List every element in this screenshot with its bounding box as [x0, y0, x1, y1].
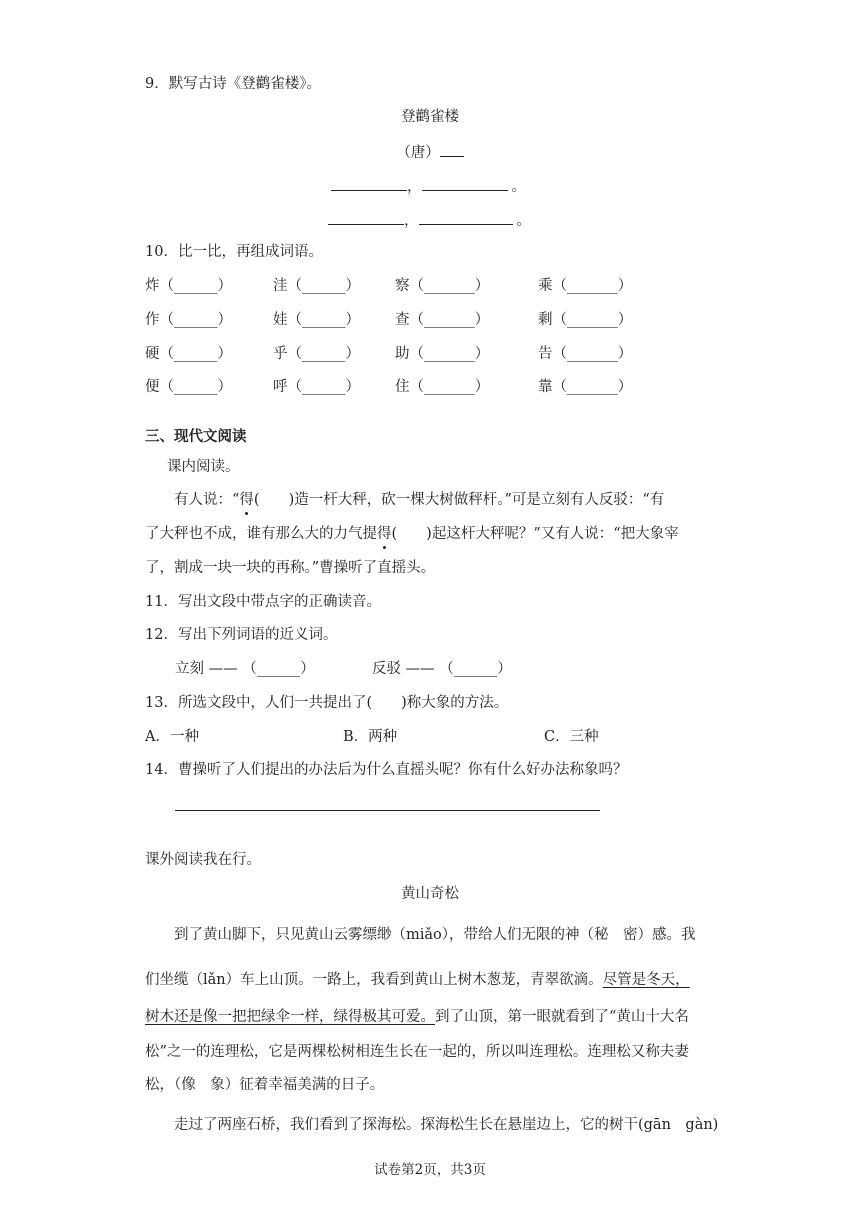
passage-text: ( )造一杆大秤，砍一棵大树做秤杆。”可是立刻有人反驳：“有 [253, 492, 665, 508]
q10-cell[interactable]: 靠（_______） [538, 379, 633, 395]
passage-line-3: 了，割成一块一块的再称。”曹操听了直摇头。 [145, 560, 436, 576]
poem-end-2: 。 [516, 213, 531, 229]
section3-sub: 课内阅读。 [167, 459, 240, 475]
extra-line-2 [145, 970, 690, 990]
passage-text: 了大秤也不成，谁有那么大的力气提 [145, 526, 377, 542]
underlined-sentence: 尽管是冬天， [602, 972, 690, 988]
q13-option-c[interactable]: C．三种 [544, 729, 599, 745]
q10-cell[interactable]: 呼（______） [273, 379, 360, 395]
extra-sub: 课外阅读我在行。 [145, 852, 261, 868]
poem-dynasty: （唐） [396, 145, 440, 161]
poem-end-1: 。 [511, 179, 526, 195]
passage-text: ( )起这杆大秤呢？”又有人说：“把大象宰 [391, 526, 679, 542]
q9-title: 9．默写古诗《登鹳雀楼》。 [145, 76, 321, 92]
poem-comma-2: ， [404, 213, 419, 229]
q10-cell[interactable]: 便（______） [145, 379, 232, 395]
underlined-sentence: 树木还是像一把把绿伞一样，绿得极其可爱。 [145, 1009, 435, 1025]
q10-cell[interactable]: 乎（______） [273, 346, 360, 362]
extra-line-5: 松，（像 象）征着幸福美满的日子。 [145, 1077, 385, 1093]
extra-line-3 [145, 1007, 689, 1027]
poem-blank-2b[interactable] [419, 210, 513, 225]
section3-heading: 三、现代文阅读 [145, 428, 247, 445]
poem-title: 登鹳雀楼 [401, 109, 459, 125]
q10-cell[interactable]: 洼（______） [273, 278, 360, 294]
q10-cell[interactable]: 查（_______） [395, 312, 490, 328]
q13: 13．所选文段中，人们一共提出了( )称大象的方法。 [145, 695, 509, 711]
passage-text: 有人说：“ [174, 492, 240, 508]
poem-dynasty-row [0, 142, 860, 163]
q10-cell[interactable]: 剩（_______） [538, 312, 633, 328]
extra-title: 黄山奇松 [401, 886, 459, 902]
dotted-char-1: 得 [239, 492, 254, 508]
q10-cell[interactable]: 察（_______） [395, 278, 490, 294]
poem-blank-1b[interactable] [422, 176, 508, 191]
q10-title: 10．比一比，再组成词语。 [145, 244, 323, 260]
q10-cell[interactable]: 硬（______） [145, 346, 232, 362]
q10-cell[interactable]: 作（______） [145, 312, 232, 328]
q12-item-a[interactable]: 立刻 —— （______） [175, 661, 315, 677]
poem-blank-1a[interactable] [331, 176, 407, 191]
poem-comma-1: ， [407, 179, 422, 195]
extra-text: 们坐缆（lǎn）车上山顶。一路上，我看到黄山上树木葱茏，青翠欲滴。 [145, 972, 603, 988]
extra-line-4: 松”之一的连理松，它是两棵松树相连生长在一起的，所以叫连理松。连理松又称夫妻 [145, 1044, 689, 1060]
q10-cell[interactable]: 助（_______） [395, 346, 490, 362]
q14-answer-line[interactable] [175, 810, 600, 811]
poem-blank-2a[interactable] [328, 210, 404, 225]
passage-line-1 [174, 490, 664, 510]
extra-line-6: 走过了两座石桥，我们看到了探海松。探海松生长在悬崖边上，它的树干(gān gàn) [174, 1117, 719, 1133]
q11: 11．写出文段中带点字的正确读音。 [145, 594, 381, 610]
q14: 14．曹操听了人们提出的办法后为什么直摇头呢？你有什么好办法称象吗？ [145, 762, 628, 778]
poem-line-2 [328, 210, 531, 231]
q13-option-a[interactable]: A．一种 [145, 729, 199, 745]
q10-cell[interactable]: 娃（______） [273, 312, 360, 328]
passage-line-2 [145, 524, 679, 544]
q10-cell[interactable]: 告（_______） [538, 346, 633, 362]
q10-cell[interactable]: 乘（_______） [538, 278, 633, 294]
q13-option-b[interactable]: B．两种 [343, 729, 398, 745]
author-blank[interactable] [440, 142, 464, 157]
q10-cell[interactable]: 住（_______） [395, 379, 490, 395]
dotted-char-2: 得 [377, 526, 392, 542]
extra-line-1: 到了黄山脚下，只见黄山云雾缥缈（miǎo），带给人们无限的神（秘 密）感。我 [174, 927, 696, 943]
extra-text: 到了山顶，第一眼就看到了“黄山十大名 [435, 1009, 689, 1025]
q10-cell[interactable]: 炸（______） [145, 278, 232, 294]
q12: 12．写出下列词语的近义词。 [145, 627, 338, 643]
poem-line-1 [331, 176, 526, 197]
q12-item-b[interactable]: 反驳 —— （______） [372, 661, 512, 677]
page-footer: 试卷第2页，共3页 [374, 1162, 486, 1178]
